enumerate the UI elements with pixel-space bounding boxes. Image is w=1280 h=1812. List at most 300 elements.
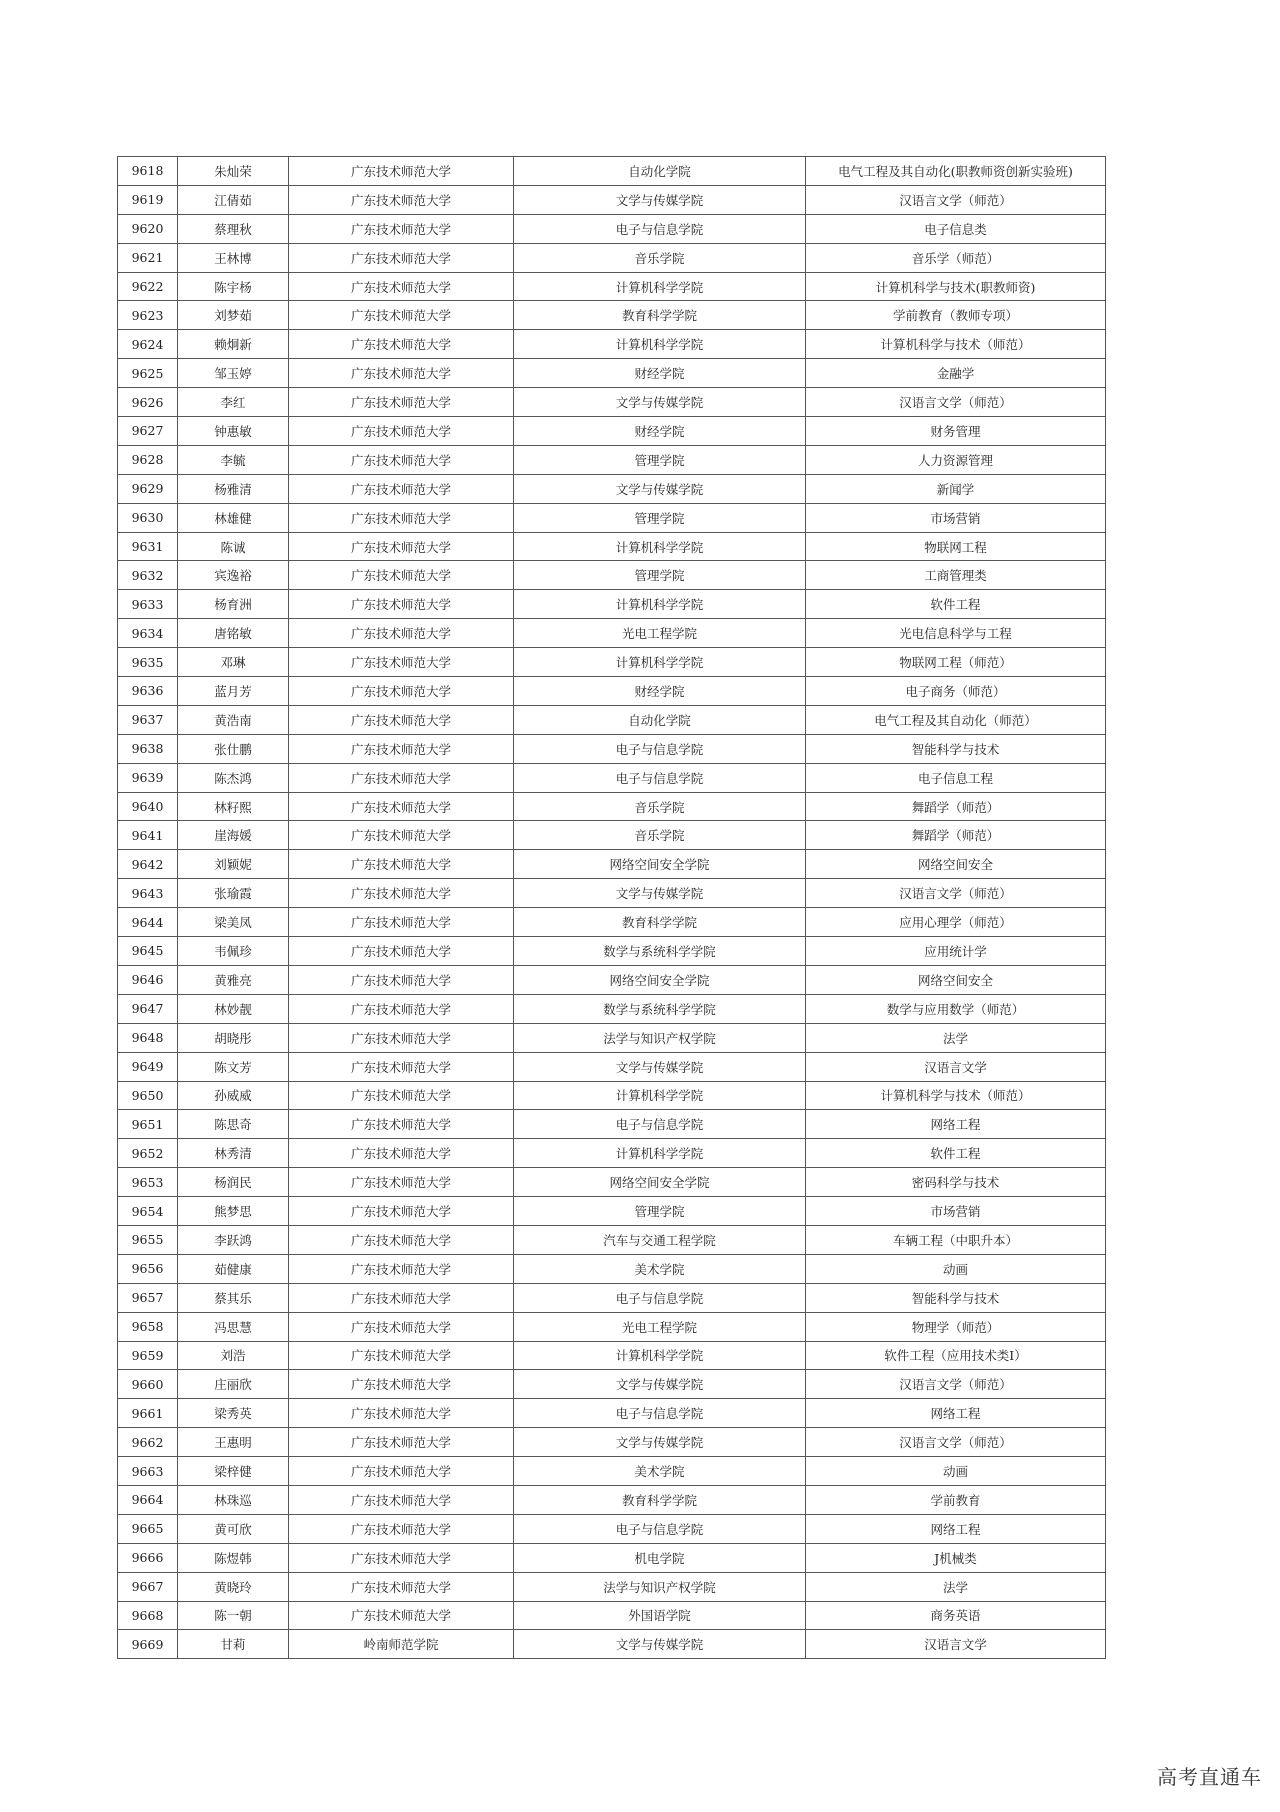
cell-department: 计算机科学学院 — [514, 1341, 806, 1370]
roster-body — [118, 157, 1106, 1659]
table-row — [118, 503, 1106, 532]
table-row — [118, 908, 1106, 937]
cell-number: 9668 — [118, 1601, 178, 1630]
cell-major: 财务管理 — [806, 417, 1106, 446]
cell-name: 蔡其乐 — [178, 1283, 289, 1312]
cell-department: 管理学院 — [514, 561, 806, 590]
table-row — [118, 301, 1106, 330]
cell-name: 陈文芳 — [178, 1052, 289, 1081]
cell-department: 文学与传媒学院 — [514, 879, 806, 908]
cell-department: 计算机科学学院 — [514, 1139, 806, 1168]
cell-university: 广东技术师范大学 — [289, 503, 514, 532]
cell-major: 动画 — [806, 1254, 1106, 1283]
cell-university: 广东技术师范大学 — [289, 1341, 514, 1370]
cell-major: 舞蹈学（师范） — [806, 792, 1106, 821]
cell-number: 9629 — [118, 474, 178, 503]
cell-number: 9618 — [118, 157, 178, 186]
cell-name: 王惠明 — [178, 1428, 289, 1457]
cell-major: 应用心理学（师范） — [806, 908, 1106, 937]
table-row — [118, 734, 1106, 763]
roster-table — [117, 156, 1106, 1659]
table-row — [118, 763, 1106, 792]
table-row — [118, 1485, 1106, 1514]
table-row — [118, 937, 1106, 966]
cell-university: 广东技术师范大学 — [289, 1110, 514, 1139]
cell-name: 王林博 — [178, 243, 289, 272]
cell-name: 林秀清 — [178, 1139, 289, 1168]
cell-university: 广东技术师范大学 — [289, 1370, 514, 1399]
table-row — [118, 677, 1106, 706]
watermark-text: 高考直通车 — [1157, 1765, 1262, 1789]
cell-number: 9634 — [118, 619, 178, 648]
cell-department: 音乐学院 — [514, 243, 806, 272]
table-row — [118, 1139, 1106, 1168]
cell-department: 电子与信息学院 — [514, 214, 806, 243]
cell-number: 9659 — [118, 1341, 178, 1370]
cell-university: 广东技术师范大学 — [289, 879, 514, 908]
cell-number: 9662 — [118, 1428, 178, 1457]
cell-number: 9643 — [118, 879, 178, 908]
cell-university: 广东技术师范大学 — [289, 532, 514, 561]
table-row — [118, 388, 1106, 417]
cell-major: 汉语言文学 — [806, 1052, 1106, 1081]
cell-university: 广东技术师范大学 — [289, 388, 514, 417]
table-row — [118, 157, 1106, 186]
cell-university: 广东技术师范大学 — [289, 1254, 514, 1283]
table-row — [118, 1514, 1106, 1543]
cell-name: 林籽熙 — [178, 792, 289, 821]
cell-department: 法学与知识产权学院 — [514, 1572, 806, 1601]
cell-department: 财经学院 — [514, 417, 806, 446]
cell-name: 茹健康 — [178, 1254, 289, 1283]
cell-number: 9620 — [118, 214, 178, 243]
cell-number: 9635 — [118, 648, 178, 677]
table-row — [118, 648, 1106, 677]
cell-number: 9654 — [118, 1197, 178, 1226]
cell-major: 商务英语 — [806, 1601, 1106, 1630]
cell-university: 广东技术师范大学 — [289, 1514, 514, 1543]
cell-department: 计算机科学学院 — [514, 648, 806, 677]
cell-name: 冯思慧 — [178, 1312, 289, 1341]
cell-university: 广东技术师范大学 — [289, 1399, 514, 1428]
cell-number: 9631 — [118, 532, 178, 561]
cell-department: 计算机科学学院 — [514, 330, 806, 359]
cell-major: 汉语言文学（师范） — [806, 1370, 1106, 1399]
cell-department: 电子与信息学院 — [514, 1283, 806, 1312]
table-row — [118, 1254, 1106, 1283]
cell-university: 广东技术师范大学 — [289, 677, 514, 706]
cell-number: 9648 — [118, 1023, 178, 1052]
table-row — [118, 1630, 1106, 1659]
table-row — [118, 1283, 1106, 1312]
table-row — [118, 1370, 1106, 1399]
cell-name: 邓琳 — [178, 648, 289, 677]
cell-major: 金融学 — [806, 359, 1106, 388]
cell-name: 陈一朝 — [178, 1601, 289, 1630]
cell-name: 庄丽欣 — [178, 1370, 289, 1399]
cell-name: 林妙靓 — [178, 994, 289, 1023]
cell-university: 广东技术师范大学 — [289, 359, 514, 388]
table-row — [118, 994, 1106, 1023]
cell-name: 甘莉 — [178, 1630, 289, 1659]
cell-university: 广东技术师范大学 — [289, 590, 514, 619]
table-row — [118, 1023, 1106, 1052]
table-row — [118, 1341, 1106, 1370]
cell-number: 9621 — [118, 243, 178, 272]
cell-number: 9656 — [118, 1254, 178, 1283]
cell-major: 密码科学与技术 — [806, 1168, 1106, 1197]
table-row — [118, 1225, 1106, 1254]
table-row — [118, 185, 1106, 214]
cell-university: 广东技术师范大学 — [289, 1081, 514, 1110]
cell-name: 陈宇杨 — [178, 272, 289, 301]
cell-university: 广东技术师范大学 — [289, 1139, 514, 1168]
cell-number: 9667 — [118, 1572, 178, 1601]
cell-number: 9641 — [118, 821, 178, 850]
cell-department: 文学与传媒学院 — [514, 1370, 806, 1399]
cell-name: 黄晓玲 — [178, 1572, 289, 1601]
cell-department: 管理学院 — [514, 1197, 806, 1226]
cell-name: 刘浩 — [178, 1341, 289, 1370]
cell-university: 广东技术师范大学 — [289, 1428, 514, 1457]
cell-number: 9644 — [118, 908, 178, 937]
cell-department: 网络空间安全学院 — [514, 1168, 806, 1197]
cell-number: 9624 — [118, 330, 178, 359]
cell-name: 陈杰鸿 — [178, 763, 289, 792]
table-row — [118, 1543, 1106, 1572]
cell-university: 广东技术师范大学 — [289, 1197, 514, 1226]
cell-major: 网络工程 — [806, 1399, 1106, 1428]
cell-number: 9649 — [118, 1052, 178, 1081]
cell-university: 广东技术师范大学 — [289, 1283, 514, 1312]
cell-major: 汉语言文学 — [806, 1630, 1106, 1659]
cell-university: 广东技术师范大学 — [289, 1543, 514, 1572]
cell-major: 计算机科学与技术（师范） — [806, 330, 1106, 359]
cell-major: 网络工程 — [806, 1514, 1106, 1543]
cell-department: 外国语学院 — [514, 1601, 806, 1630]
cell-university: 广东技术师范大学 — [289, 792, 514, 821]
cell-university: 广东技术师范大学 — [289, 1485, 514, 1514]
cell-university: 广东技术师范大学 — [289, 619, 514, 648]
cell-name: 刘颖妮 — [178, 850, 289, 879]
cell-department: 电子与信息学院 — [514, 734, 806, 763]
cell-name: 林珠巡 — [178, 1485, 289, 1514]
cell-department: 管理学院 — [514, 445, 806, 474]
cell-name: 朱灿荣 — [178, 157, 289, 186]
cell-department: 文学与传媒学院 — [514, 1630, 806, 1659]
cell-major: 软件工程 — [806, 1139, 1106, 1168]
cell-department: 网络空间安全学院 — [514, 850, 806, 879]
cell-major: 网络空间安全 — [806, 965, 1106, 994]
cell-department: 网络空间安全学院 — [514, 965, 806, 994]
cell-department: 财经学院 — [514, 677, 806, 706]
cell-number: 9627 — [118, 417, 178, 446]
cell-name: 江倩茹 — [178, 185, 289, 214]
cell-name: 张瑜霞 — [178, 879, 289, 908]
cell-number: 9651 — [118, 1110, 178, 1139]
cell-department: 电子与信息学院 — [514, 1110, 806, 1139]
cell-university: 广东技术师范大学 — [289, 994, 514, 1023]
cell-number: 9637 — [118, 705, 178, 734]
cell-university: 广东技术师范大学 — [289, 821, 514, 850]
cell-name: 李跃鸿 — [178, 1225, 289, 1254]
cell-department: 电子与信息学院 — [514, 763, 806, 792]
cell-major: 汉语言文学（师范） — [806, 388, 1106, 417]
cell-name: 熊梦思 — [178, 1197, 289, 1226]
table-row — [118, 1457, 1106, 1486]
cell-number: 9663 — [118, 1457, 178, 1486]
cell-name: 邹玉婷 — [178, 359, 289, 388]
cell-major: 物联网工程（师范） — [806, 648, 1106, 677]
cell-major: 汉语言文学（师范） — [806, 879, 1106, 908]
cell-number: 9666 — [118, 1543, 178, 1572]
cell-major: 数学与应用数学（师范） — [806, 994, 1106, 1023]
cell-department: 计算机科学学院 — [514, 532, 806, 561]
table-row — [118, 1081, 1106, 1110]
cell-major: 软件工程（应用技术类I） — [806, 1341, 1106, 1370]
cell-university: 广东技术师范大学 — [289, 214, 514, 243]
cell-major: 法学 — [806, 1023, 1106, 1052]
cell-name: 孙威威 — [178, 1081, 289, 1110]
cell-department: 文学与传媒学院 — [514, 474, 806, 503]
cell-major: 市场营销 — [806, 1197, 1106, 1226]
table-row — [118, 330, 1106, 359]
cell-department: 财经学院 — [514, 359, 806, 388]
cell-department: 机电学院 — [514, 1543, 806, 1572]
cell-department: 音乐学院 — [514, 792, 806, 821]
cell-number: 9623 — [118, 301, 178, 330]
table-row — [118, 792, 1106, 821]
cell-department: 音乐学院 — [514, 821, 806, 850]
cell-department: 教育科学学院 — [514, 908, 806, 937]
cell-university: 广东技术师范大学 — [289, 157, 514, 186]
cell-name: 黄可欣 — [178, 1514, 289, 1543]
cell-number: 9647 — [118, 994, 178, 1023]
cell-university: 广东技术师范大学 — [289, 417, 514, 446]
cell-name: 李毓 — [178, 445, 289, 474]
cell-university: 广东技术师范大学 — [289, 648, 514, 677]
cell-university: 广东技术师范大学 — [289, 1023, 514, 1052]
table-row — [118, 1428, 1106, 1457]
cell-number: 9625 — [118, 359, 178, 388]
cell-number: 9655 — [118, 1225, 178, 1254]
cell-department: 电子与信息学院 — [514, 1399, 806, 1428]
cell-university: 广东技术师范大学 — [289, 474, 514, 503]
cell-department: 自动化学院 — [514, 157, 806, 186]
table-row — [118, 1399, 1106, 1428]
cell-major: 电子信息类 — [806, 214, 1106, 243]
cell-department: 数学与系统科学学院 — [514, 937, 806, 966]
cell-major: J机械类 — [806, 1543, 1106, 1572]
cell-number: 9642 — [118, 850, 178, 879]
cell-department: 光电工程学院 — [514, 619, 806, 648]
cell-name: 崖海媛 — [178, 821, 289, 850]
cell-department: 自动化学院 — [514, 705, 806, 734]
table-row — [118, 359, 1106, 388]
cell-university: 广东技术师范大学 — [289, 908, 514, 937]
cell-name: 陈煜韩 — [178, 1543, 289, 1572]
table-row — [118, 619, 1106, 648]
cell-number: 9638 — [118, 734, 178, 763]
cell-department: 计算机科学学院 — [514, 272, 806, 301]
cell-number: 9619 — [118, 185, 178, 214]
table-row — [118, 532, 1106, 561]
table-row — [118, 417, 1106, 446]
cell-university: 广东技术师范大学 — [289, 561, 514, 590]
cell-number: 9632 — [118, 561, 178, 590]
cell-major: 学前教育（教师专项） — [806, 301, 1106, 330]
cell-number: 9661 — [118, 1399, 178, 1428]
cell-name: 黄雅亮 — [178, 965, 289, 994]
cell-major: 软件工程 — [806, 590, 1106, 619]
cell-name: 黄浩南 — [178, 705, 289, 734]
cell-major: 学前教育 — [806, 1485, 1106, 1514]
table-row — [118, 1601, 1106, 1630]
cell-name: 刘梦茹 — [178, 301, 289, 330]
cell-university: 广东技术师范大学 — [289, 330, 514, 359]
table-row — [118, 1197, 1106, 1226]
cell-university: 岭南师范学院 — [289, 1630, 514, 1659]
cell-university: 广东技术师范大学 — [289, 243, 514, 272]
cell-number: 9658 — [118, 1312, 178, 1341]
cell-name: 宾逸裕 — [178, 561, 289, 590]
table-row — [118, 445, 1106, 474]
cell-number: 9664 — [118, 1485, 178, 1514]
cell-department: 文学与传媒学院 — [514, 388, 806, 417]
cell-department: 数学与系统科学学院 — [514, 994, 806, 1023]
table-row — [118, 1168, 1106, 1197]
cell-number: 9652 — [118, 1139, 178, 1168]
cell-major: 应用统计学 — [806, 937, 1106, 966]
table-row — [118, 1312, 1106, 1341]
cell-name: 胡晓彤 — [178, 1023, 289, 1052]
cell-department: 教育科学学院 — [514, 301, 806, 330]
table-row — [118, 879, 1106, 908]
cell-major: 法学 — [806, 1572, 1106, 1601]
table-row — [118, 965, 1106, 994]
cell-major: 智能科学与技术 — [806, 734, 1106, 763]
cell-name: 梁秀英 — [178, 1399, 289, 1428]
cell-university: 广东技术师范大学 — [289, 1052, 514, 1081]
cell-department: 美术学院 — [514, 1457, 806, 1486]
cell-major: 电子商务（师范） — [806, 677, 1106, 706]
cell-number: 9633 — [118, 590, 178, 619]
cell-name: 赖炯新 — [178, 330, 289, 359]
cell-major: 网络空间安全 — [806, 850, 1106, 879]
cell-university: 广东技术师范大学 — [289, 301, 514, 330]
cell-university: 广东技术师范大学 — [289, 185, 514, 214]
cell-department: 文学与传媒学院 — [514, 185, 806, 214]
table-row — [118, 243, 1106, 272]
cell-name: 蓝月芳 — [178, 677, 289, 706]
table-row — [118, 590, 1106, 619]
cell-number: 9640 — [118, 792, 178, 821]
table-row — [118, 1572, 1106, 1601]
table-row — [118, 214, 1106, 243]
cell-university: 广东技术师范大学 — [289, 1572, 514, 1601]
cell-number: 9628 — [118, 445, 178, 474]
cell-major: 舞蹈学（师范） — [806, 821, 1106, 850]
cell-name: 钟惠敏 — [178, 417, 289, 446]
cell-major: 光电信息科学与工程 — [806, 619, 1106, 648]
cell-department: 美术学院 — [514, 1254, 806, 1283]
cell-number: 9665 — [118, 1514, 178, 1543]
table-row — [118, 474, 1106, 503]
cell-major: 电气工程及其自动化(职教师资创新实验班) — [806, 157, 1106, 186]
roster-sheet — [117, 156, 1105, 1659]
cell-major: 计算机科学与技术（师范） — [806, 1081, 1106, 1110]
cell-major: 智能科学与技术 — [806, 1283, 1106, 1312]
cell-major: 物联网工程 — [806, 532, 1106, 561]
table-row — [118, 821, 1106, 850]
cell-department: 教育科学学院 — [514, 1485, 806, 1514]
cell-university: 广东技术师范大学 — [289, 763, 514, 792]
cell-university: 广东技术师范大学 — [289, 734, 514, 763]
cell-major: 电气工程及其自动化（师范） — [806, 705, 1106, 734]
cell-number: 9636 — [118, 677, 178, 706]
table-row — [118, 850, 1106, 879]
cell-number: 9660 — [118, 1370, 178, 1399]
cell-major: 新闻学 — [806, 474, 1106, 503]
cell-major: 电子信息工程 — [806, 763, 1106, 792]
cell-department: 法学与知识产权学院 — [514, 1023, 806, 1052]
cell-name: 韦佩珍 — [178, 937, 289, 966]
cell-number: 9650 — [118, 1081, 178, 1110]
cell-university: 广东技术师范大学 — [289, 850, 514, 879]
cell-name: 陈思奇 — [178, 1110, 289, 1139]
cell-number: 9653 — [118, 1168, 178, 1197]
cell-name: 蔡理秋 — [178, 214, 289, 243]
cell-major: 市场营销 — [806, 503, 1106, 532]
cell-university: 广东技术师范大学 — [289, 1601, 514, 1630]
cell-name: 张仕鹏 — [178, 734, 289, 763]
cell-name: 唐铭敏 — [178, 619, 289, 648]
table-row — [118, 561, 1106, 590]
cell-department: 计算机科学学院 — [514, 1081, 806, 1110]
cell-number: 9626 — [118, 388, 178, 417]
cell-university: 广东技术师范大学 — [289, 1457, 514, 1486]
cell-name: 梁梓健 — [178, 1457, 289, 1486]
cell-university: 广东技术师范大学 — [289, 1168, 514, 1197]
cell-university: 广东技术师范大学 — [289, 705, 514, 734]
cell-department: 文学与传媒学院 — [514, 1428, 806, 1457]
cell-major: 人力资源管理 — [806, 445, 1106, 474]
cell-number: 9630 — [118, 503, 178, 532]
cell-department: 光电工程学院 — [514, 1312, 806, 1341]
cell-name: 杨育洲 — [178, 590, 289, 619]
cell-number: 9669 — [118, 1630, 178, 1659]
cell-number: 9645 — [118, 937, 178, 966]
cell-major: 计算机科学与技术(职教师资) — [806, 272, 1106, 301]
cell-major: 工商管理类 — [806, 561, 1106, 590]
cell-number: 9622 — [118, 272, 178, 301]
cell-university: 广东技术师范大学 — [289, 445, 514, 474]
cell-name: 杨雅清 — [178, 474, 289, 503]
cell-department: 管理学院 — [514, 503, 806, 532]
cell-number: 9639 — [118, 763, 178, 792]
cell-major: 网络工程 — [806, 1110, 1106, 1139]
cell-university: 广东技术师范大学 — [289, 1225, 514, 1254]
cell-university: 广东技术师范大学 — [289, 1312, 514, 1341]
cell-department: 文学与传媒学院 — [514, 1052, 806, 1081]
cell-university: 广东技术师范大学 — [289, 965, 514, 994]
cell-major: 动画 — [806, 1457, 1106, 1486]
table-row — [118, 272, 1106, 301]
cell-number: 9646 — [118, 965, 178, 994]
cell-major: 物理学（师范） — [806, 1312, 1106, 1341]
cell-name: 杨润民 — [178, 1168, 289, 1197]
cell-major: 汉语言文学（师范） — [806, 185, 1106, 214]
